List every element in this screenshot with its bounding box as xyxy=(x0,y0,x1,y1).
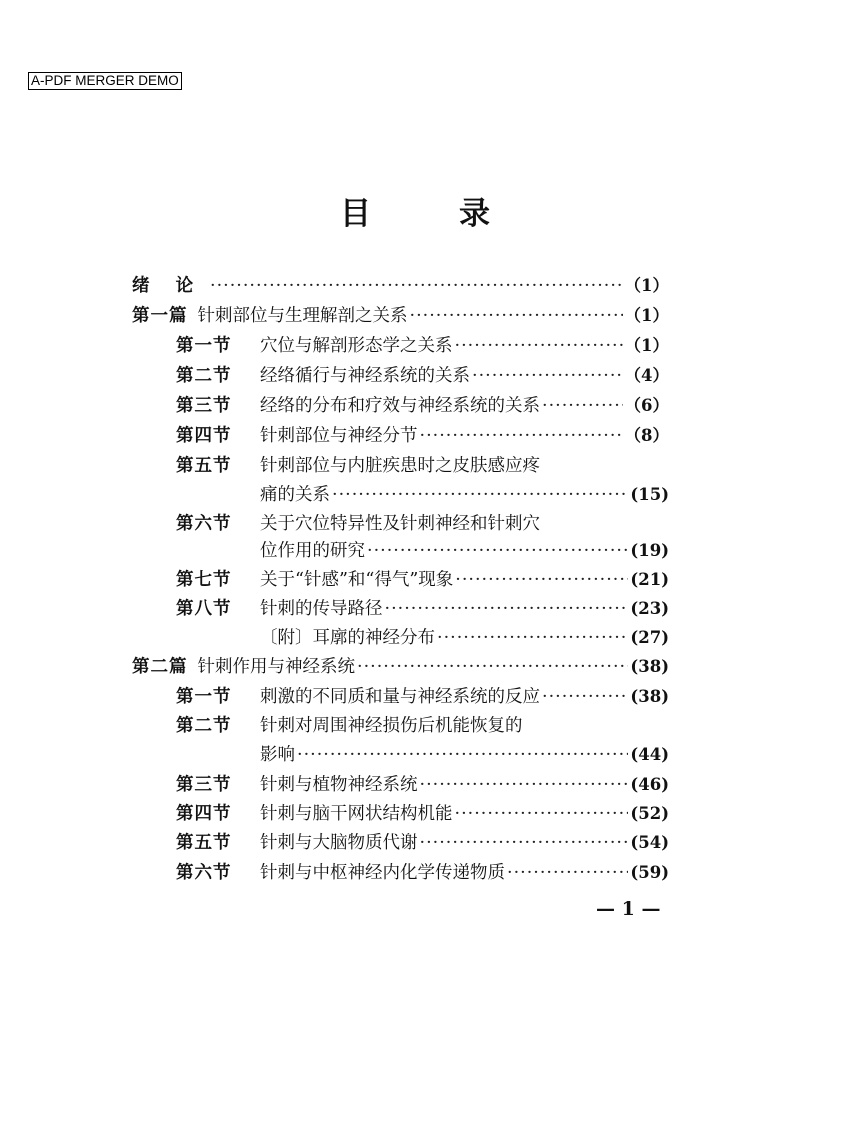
toc-page: （1） xyxy=(624,306,669,325)
toc-title: 穴位与解剖形态学之关系 xyxy=(260,336,453,356)
toc-title: 关于穴位特异性及针刺神经和针刺穴 xyxy=(260,514,540,534)
toc-page: (38) xyxy=(630,687,669,706)
toc-leader xyxy=(420,423,623,449)
toc-page: （1） xyxy=(624,276,669,295)
page-title-char-2: 录 xyxy=(459,196,490,232)
toc-page: (52) xyxy=(630,804,669,823)
toc-title: 针刺与脑干网状结构机能 xyxy=(260,804,453,824)
toc-label: 第六节 xyxy=(176,863,232,883)
toc-entry-p1-s8[interactable] xyxy=(176,596,669,622)
toc-title: 针刺与大脑物质代谢 xyxy=(260,833,418,853)
toc-page: (21) xyxy=(630,570,669,589)
toc-leader xyxy=(385,596,629,622)
toc-page: (59) xyxy=(630,863,669,882)
toc-label: 第二节 xyxy=(176,716,232,736)
toc-leader xyxy=(455,801,629,827)
toc-leader xyxy=(507,860,628,886)
toc-entry-p1-s1[interactable] xyxy=(176,333,669,359)
watermark-label: A-PDF MERGER DEMO xyxy=(28,72,182,90)
toc-label: 第一节 xyxy=(176,336,232,356)
toc-leader xyxy=(455,567,628,593)
toc-page: (19) xyxy=(630,541,669,560)
toc-page: （4） xyxy=(624,366,669,385)
toc-entry-p1-s5-cont[interactable] xyxy=(260,482,669,508)
toc-title: 经络循行与神经系统的关系 xyxy=(260,366,470,386)
toc-title: 针刺部位与生理解剖之关系 xyxy=(197,306,408,326)
toc-title-continuation: 影响 xyxy=(260,745,295,765)
toc-title: 关于“针感”和“得气”现象 xyxy=(260,570,454,590)
toc-title: 针刺的传导路径 xyxy=(260,599,383,619)
toc-leader xyxy=(542,684,628,710)
toc-entry-part-1[interactable] xyxy=(132,303,669,329)
toc-title: 针刺与植物神经系统 xyxy=(260,775,418,795)
toc-entry-p2-s2-cont[interactable] xyxy=(260,742,669,768)
toc-entry-p1-s5[interactable] xyxy=(176,453,669,479)
toc-label: 第七节 xyxy=(176,570,232,590)
toc-label: 第四节 xyxy=(176,804,232,824)
toc-page: (27) xyxy=(630,628,669,647)
page-title-char-1: 目 xyxy=(340,196,371,232)
toc-entry-p1-s2[interactable] xyxy=(176,363,669,389)
toc-label: 第四节 xyxy=(176,426,232,446)
toc-leader xyxy=(410,303,623,329)
toc-entry-p1-appendix[interactable] xyxy=(260,625,669,651)
page-number: — 1 — xyxy=(596,898,661,920)
toc-label: 第八节 xyxy=(176,599,232,619)
toc-title: 针刺部位与内脏疾患时之皮肤感应疼 xyxy=(260,456,540,476)
toc-title: 经络的分布和疗效与神经系统的关系 xyxy=(260,396,540,416)
toc-entry-p1-s6[interactable] xyxy=(176,511,669,537)
toc-page: (23) xyxy=(630,599,669,618)
toc-title: 针刺作用与神经系统 xyxy=(197,657,355,677)
toc-leader xyxy=(210,273,623,299)
toc-entry-p1-s3[interactable] xyxy=(176,393,669,419)
toc-label: 第二篇 xyxy=(132,657,188,677)
toc-title: 针刺对周围神经损伤后机能恢复的 xyxy=(260,716,523,736)
toc-leader xyxy=(455,333,623,359)
toc-label: 第二节 xyxy=(176,366,232,386)
toc-page: （8） xyxy=(624,426,669,445)
toc-leader xyxy=(367,538,628,564)
toc-label: 第五节 xyxy=(176,456,232,476)
toc-title: 针刺部位与神经分节 xyxy=(260,426,418,446)
toc-leader xyxy=(297,742,628,768)
toc-entry-p1-s4[interactable] xyxy=(176,423,669,449)
toc-label: 第一篇 xyxy=(132,306,188,326)
toc-leader xyxy=(472,363,623,389)
toc-leader xyxy=(542,393,623,419)
toc-page: (38) xyxy=(630,657,669,676)
toc-page: （1） xyxy=(624,336,669,355)
toc-entry-intro[interactable] xyxy=(132,273,669,299)
toc-entry-p2-s2[interactable] xyxy=(176,713,669,739)
toc-label: 第三节 xyxy=(176,775,232,795)
toc-page: (15) xyxy=(630,485,669,504)
toc-label: 第五节 xyxy=(176,833,232,853)
toc-page: (54) xyxy=(630,833,669,852)
page-title xyxy=(340,188,490,233)
toc-leader xyxy=(332,482,628,508)
toc-title: 〔附〕耳廓的神经分布 xyxy=(260,628,435,648)
toc-entry-p1-s6-cont[interactable] xyxy=(260,538,669,564)
toc-page: (44) xyxy=(630,745,669,764)
toc-page: (46) xyxy=(630,775,669,794)
toc-entry-p1-s7[interactable] xyxy=(176,567,669,593)
toc-title-continuation: 痛的关系 xyxy=(260,485,330,505)
toc-entry-p2-s5[interactable] xyxy=(176,830,669,856)
toc-page: （6） xyxy=(624,396,669,415)
toc-title-continuation: 位作用的研究 xyxy=(260,541,365,561)
toc-label: 第一节 xyxy=(176,687,232,707)
toc-leader xyxy=(357,654,628,680)
toc-leader xyxy=(420,772,629,798)
toc-leader xyxy=(420,830,629,856)
toc-title: 刺激的不同质和量与神经系统的反应 xyxy=(260,687,540,707)
toc-entry-p2-s6[interactable] xyxy=(176,860,669,886)
toc-leader xyxy=(437,625,628,651)
toc-entry-p2-s4[interactable] xyxy=(176,801,669,827)
toc-label: 第六节 xyxy=(176,514,232,534)
toc-title: 针刺与中枢神经内化学传递物质 xyxy=(260,863,505,883)
toc-label: 第三节 xyxy=(176,396,232,416)
toc-label: 绪 论 xyxy=(132,276,204,296)
toc-entry-part-2[interactable] xyxy=(132,654,669,680)
toc-entry-p2-s3[interactable] xyxy=(176,772,669,798)
toc-entry-p2-s1[interactable] xyxy=(176,684,669,710)
